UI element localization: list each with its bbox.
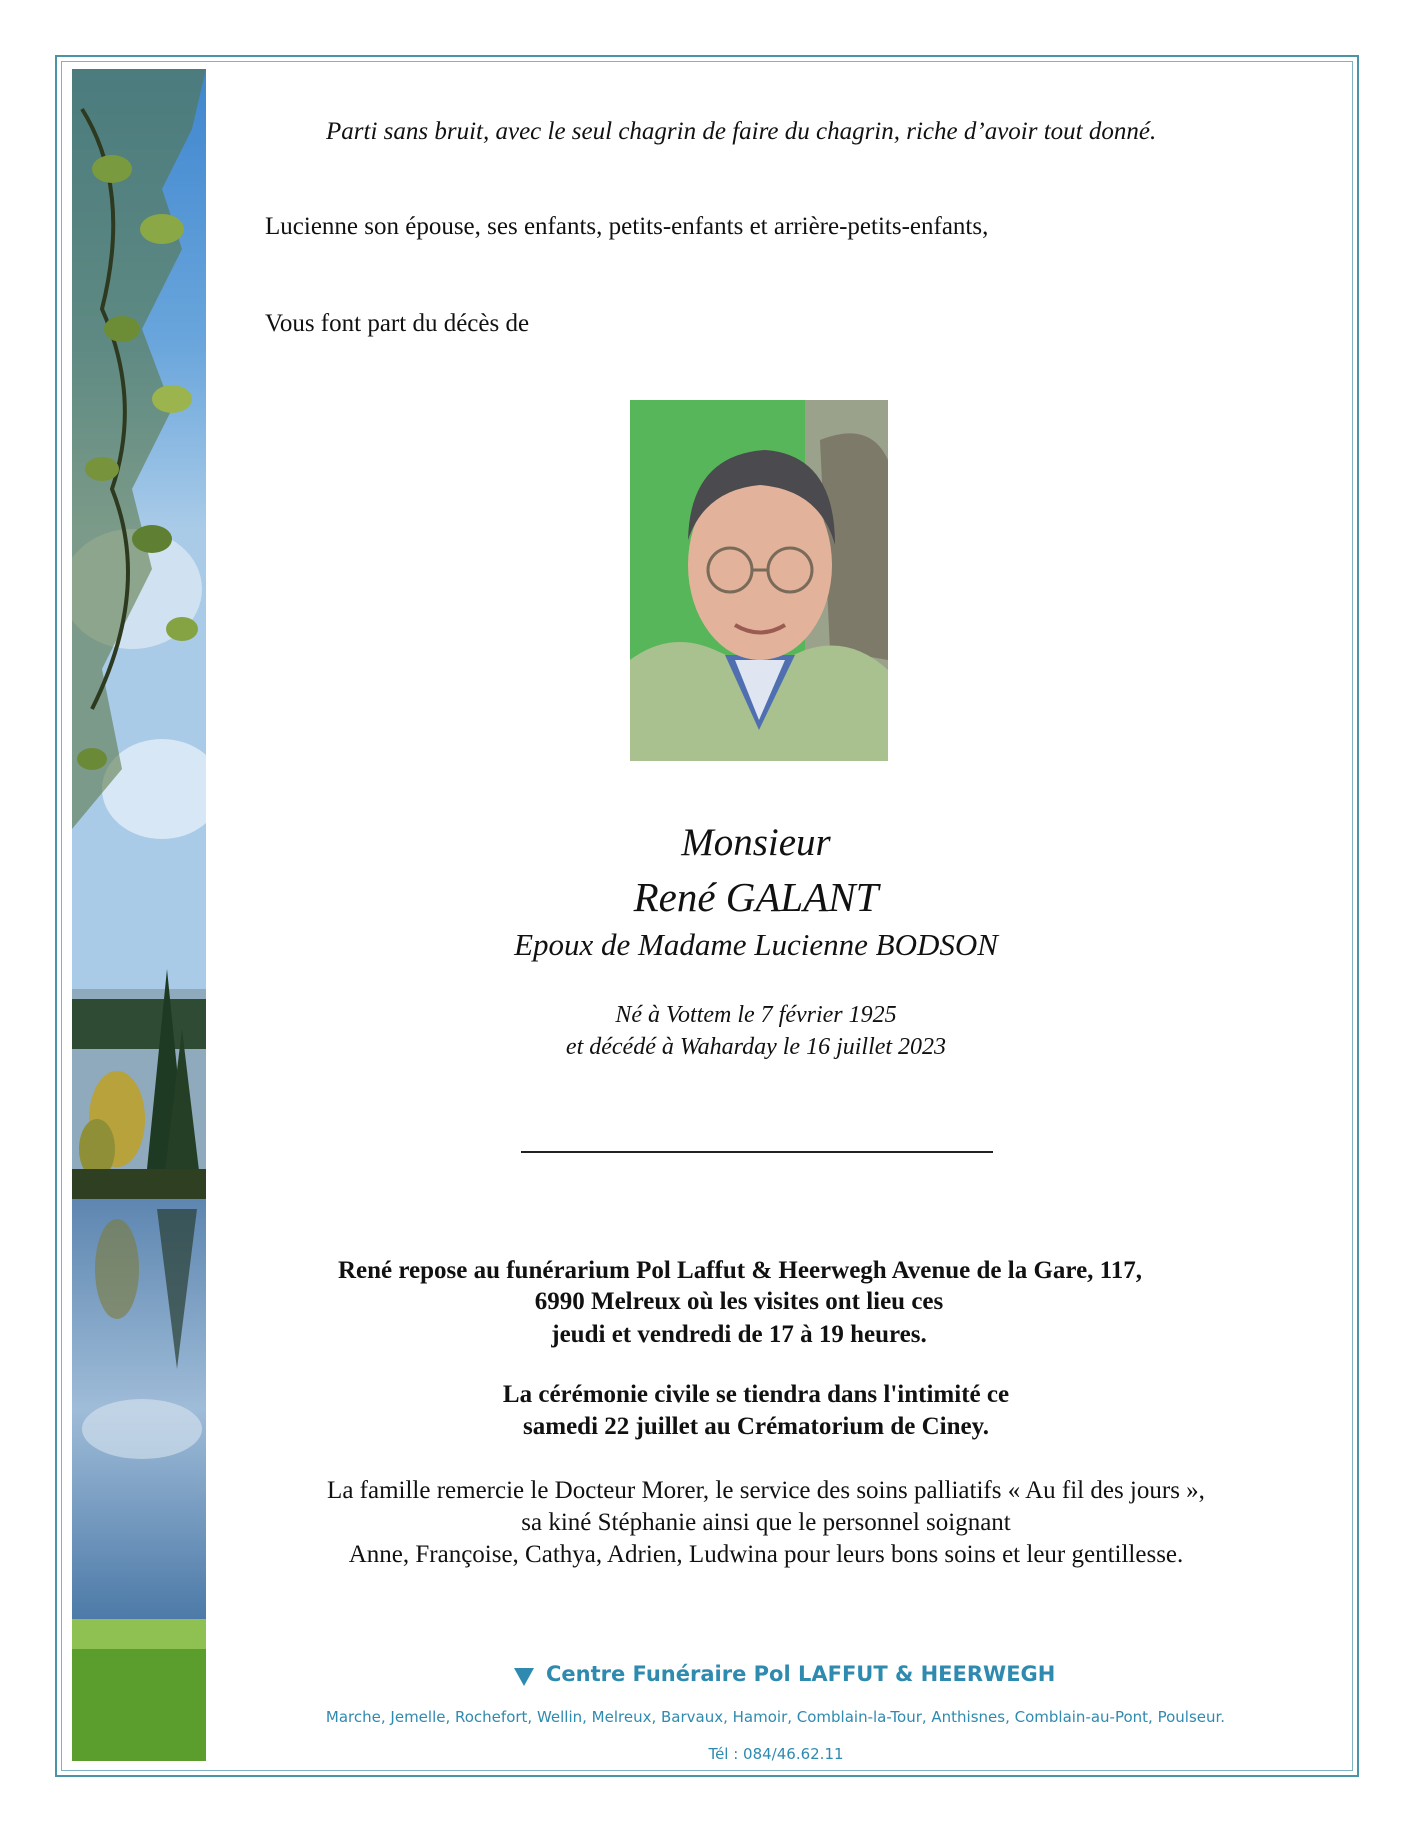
- family-line: Lucienne son épouse, ses enfants, petits-enfants et arrière-petits-enfants,: [265, 213, 989, 240]
- thanks-line: sa kiné Stéphanie ainsi que le personnel soignant: [521, 1509, 1011, 1536]
- ceremony-line: samedi 22 juillet au Crématorium de Ciney.: [523, 1413, 989, 1440]
- repose-line: 6990 Melreux où les visites ont lieu ces: [534, 1288, 944, 1315]
- funeral-home-phone: Tél : 084/46.62.11: [708, 1745, 844, 1763]
- funeral-home-name: Centre Funéraire Pol LAFFUT & HEERWEGH: [546, 1662, 1056, 1686]
- deceased-title: Monsieur: [681, 821, 831, 864]
- deceased-portrait: [630, 400, 888, 761]
- announce-line: Vous font part du décès de: [265, 310, 530, 337]
- repose-line: René repose au funérarium Pol Laffut & Heerwegh Avenue de la Gare, 117,: [337, 1257, 1143, 1284]
- repose-line: jeudi et vendredi de 17 à 19 heures.: [551, 1321, 927, 1348]
- funeral-home-towns: Marche, Jemelle, Rochefort, Wellin, Melreux, Barvaux, Hamoir, Comblain-la-Tour, Anthisnes, Comblain-au-Pont, Poulseur.: [325, 1708, 1226, 1726]
- separator-line: [521, 1151, 993, 1153]
- deceased-spouse: Epoux de Madame Lucienne BODSON: [514, 927, 998, 962]
- ceremony-line: La cérémonie civile se tiendra dans l'intimité ce: [502, 1381, 1010, 1408]
- deceased-name: René GALANT: [633, 874, 879, 920]
- thanks-line: La famille remercie le Docteur Morer, le service des soins palliatifs « Au fil des jours »,: [327, 1477, 1205, 1504]
- birth-info: Né à Vottem le 7 février 1925: [615, 1002, 897, 1028]
- thanks-line: Anne, Françoise, Cathya, Adrien, Ludwina pour leurs bons soins et leur gentillesse.: [348, 1541, 1184, 1568]
- epitaph-quote: Parti sans bruit, avec le seul chagrin de faire du chagrin, riche d’avoir tout donné.: [326, 118, 1157, 145]
- down-triangle-icon: [514, 1668, 534, 1686]
- death-info: et décédé à Waharday le 16 juillet 2023: [565, 1034, 947, 1060]
